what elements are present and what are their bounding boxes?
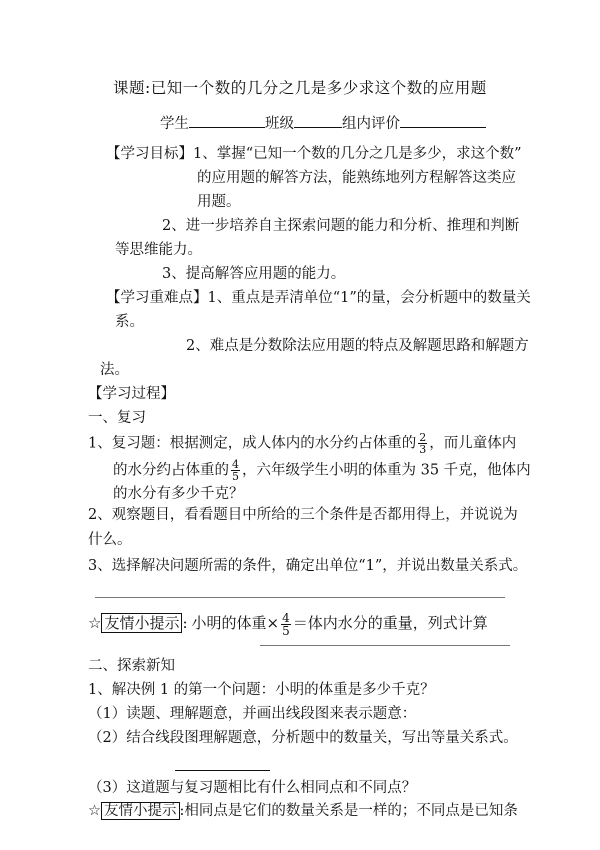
key-point-2: 2、难点是分数除法应用题的特点及解题思路和解题方	[186, 338, 529, 354]
review-q2-cont: 什么。	[88, 532, 132, 548]
review-q2: 2、观察题目，看看题目中所给的三个条件是否都用得上，并说说为	[88, 507, 518, 523]
key-points-label: 【学习重难点】	[106, 290, 208, 306]
hint-text-b: ＝体内水分的重量，列式计算	[292, 614, 488, 632]
fraction-denominator: 5	[282, 623, 290, 638]
explore-step-2: （2）结合线段图理解题意，分析题中的数量关，写出等量关系式。	[88, 730, 518, 746]
fraction-four-fifths	[281, 612, 291, 637]
key-points-line-1	[106, 288, 531, 308]
review-heading: 一、复习	[88, 410, 146, 426]
hint-1	[88, 608, 488, 638]
objective-1: 1、掌握“已知一个数的几分之几是多少，求这个数”	[193, 146, 522, 162]
hint-label-box: 友情小提示	[101, 613, 182, 633]
class-blank[interactable]	[294, 113, 342, 128]
review-q1-text-d: ，六年级学生小明的体重为 35 千克，他体内	[242, 462, 531, 479]
student-label: 学生	[160, 116, 189, 132]
key-point-2-cont: 法。	[100, 362, 129, 378]
fraction-denominator: 5	[232, 470, 239, 483]
answer-line[interactable]	[95, 597, 505, 598]
group-eval-label: 组内评价	[342, 116, 400, 132]
fraction-numerator: 4	[232, 458, 239, 471]
objective-3: 3、提高解答应用题的能力。	[162, 266, 346, 282]
explore-q1: 1、解决例 1 的第一个问题：小明的体重是多少千克？	[88, 682, 435, 698]
objective-1-cont: 的应用题的解答方法，能熟练地列方程解答这类应	[197, 170, 516, 186]
objectives-label: 【学习目标】	[106, 146, 193, 162]
student-name-blank[interactable]	[189, 113, 265, 128]
review-q1-text-b: ，而儿童体内	[429, 435, 517, 452]
hint-text: :相同点是它们的数量关系是一样的；不同点是已知条	[179, 803, 518, 819]
key-point-1-cont: 系。	[115, 314, 144, 330]
hint-colon: :	[182, 614, 188, 632]
fraction-two-thirds	[418, 432, 427, 455]
explore-step-3: （3）这道题与复习题相比有什么相同点和不同点？	[88, 780, 417, 796]
objective-2: 2、进一步培养自主探索问题的能力和分析、推理和判断	[162, 218, 520, 234]
review-q1-line-3: 的水分有多少千克？	[113, 486, 244, 502]
answer-line[interactable]	[175, 770, 270, 771]
process-label: 【学习过程】	[88, 386, 175, 402]
review-q1-line-1	[88, 432, 516, 455]
hint-2	[88, 801, 518, 821]
fraction-denominator: 3	[419, 443, 427, 456]
explore-heading: 二、探索新知	[88, 658, 175, 674]
review-q1-text-c: 的水分约占体重的	[113, 462, 229, 479]
hint-label-box: 友情小提示	[101, 802, 180, 820]
objective-2-cont: 等思维能力。	[115, 242, 202, 258]
review-q1-line-2	[113, 459, 531, 482]
answer-line[interactable]	[260, 645, 510, 646]
review-q1-text-a: 1、复习题：根据测定，成人体内的水分约占体重的	[88, 435, 417, 452]
objective-1-cont2: 用题。	[197, 194, 241, 210]
class-label: 班级	[265, 116, 294, 132]
page-title: 课题:已知一个数的几分之几是多少求这个数的应用题	[113, 79, 487, 97]
explore-step-1: （1）读题、理解题意，并画出线段图来表示题意：	[88, 706, 417, 722]
review-q3: 3、选择解决问题所需的条件，确定出单位“1”，并说出数量关系式。	[88, 558, 528, 574]
fraction-numerator: 2	[419, 431, 427, 444]
group-eval-blank[interactable]	[400, 113, 486, 128]
fraction-numerator: 4	[282, 610, 290, 625]
key-point-1: 1、重点是弄清单位“1”的量，会分析题中的数量关	[207, 290, 531, 306]
objectives-line-1	[106, 144, 522, 164]
hint-text-a: 小明的体重×	[191, 614, 280, 632]
star-icon: ☆	[88, 614, 102, 632]
fraction-four-fifths	[231, 459, 240, 482]
student-info-row	[160, 113, 486, 134]
star-icon: ☆	[88, 803, 101, 819]
